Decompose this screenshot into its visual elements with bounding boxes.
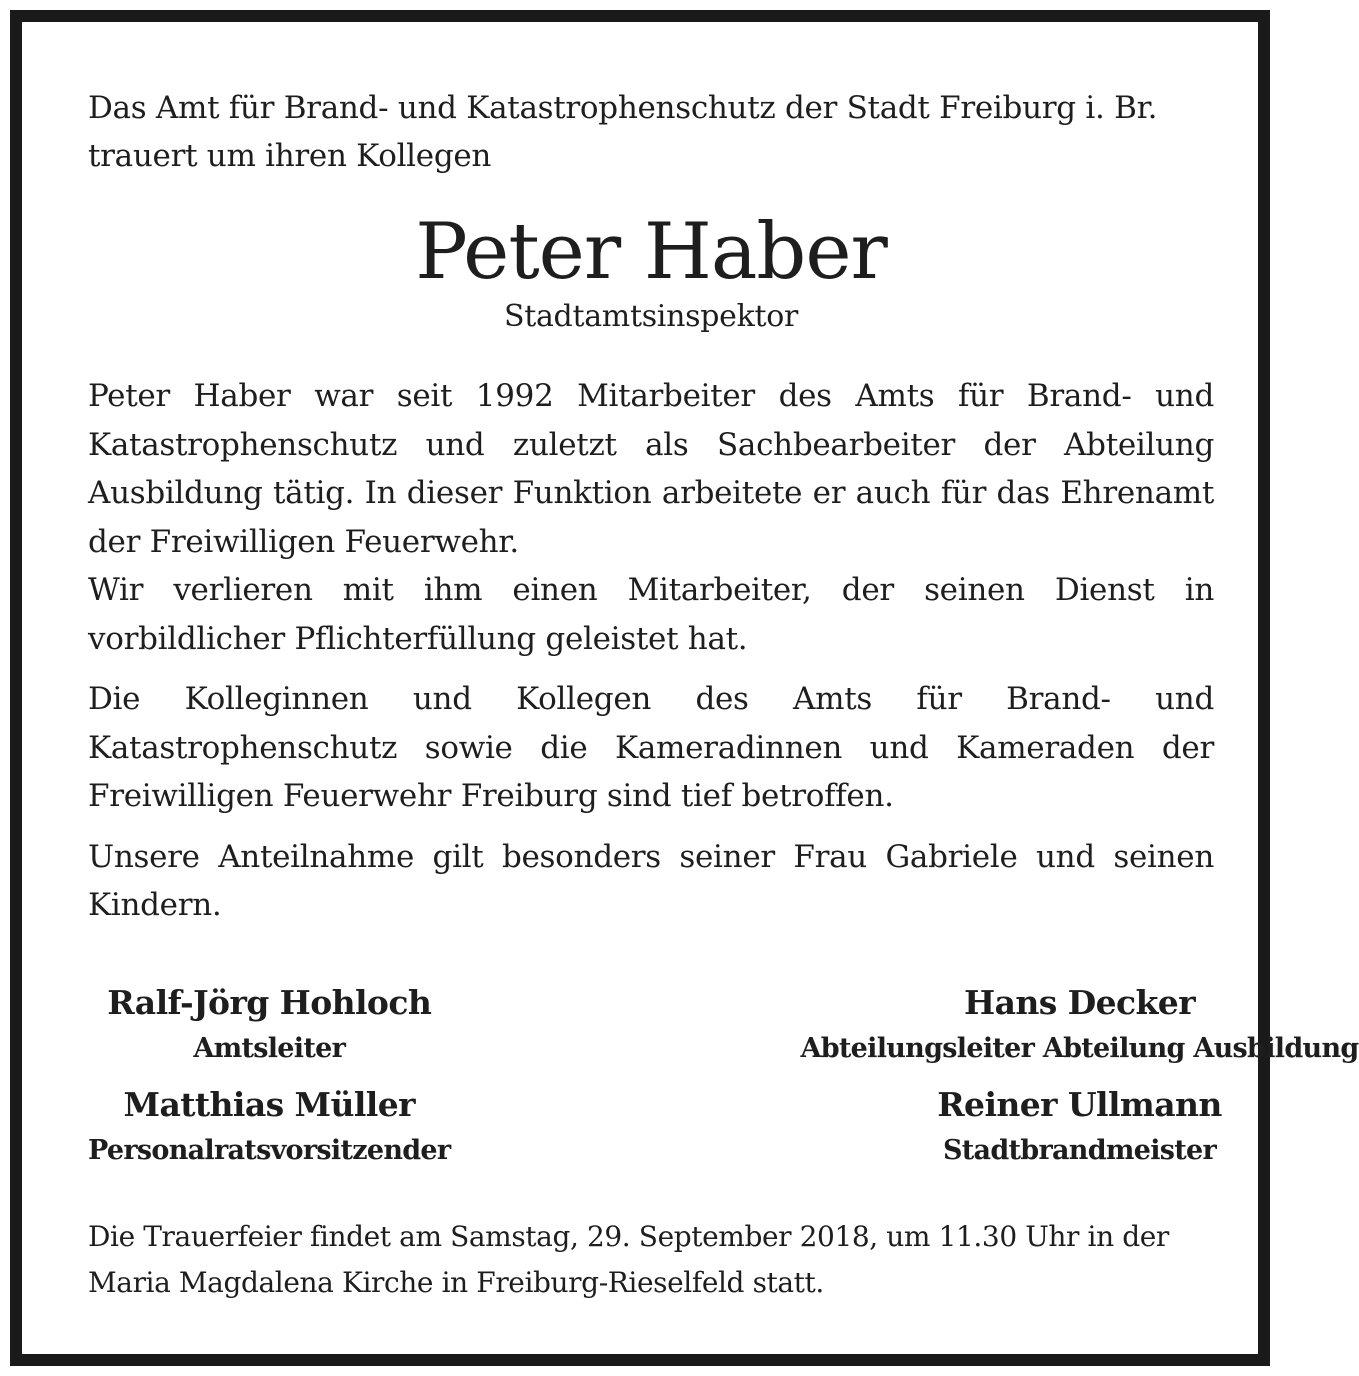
body-paragraph-1: Peter Haber war seit 1992 Mitarbeiter des Amts für Brand- und Katastrophenschutz und zuletzt als Sachbearbeiter der Abteilung Ausbildung tätig. In dieser Funktion arbeitete er auch für das Ehrenamt der Freiwilligen Feuerwehr. xyxy=(88,378,1214,560)
signatory-name: Matthias Müller xyxy=(123,1084,415,1124)
intro-text xyxy=(88,84,1214,180)
signatory xyxy=(88,980,710,1072)
funeral-line-2: Maria Magdalena Kirche in Freiburg-Rieselfeld statt. xyxy=(88,1265,824,1299)
signatory-name: Ralf-Jörg Hohloch xyxy=(107,982,432,1022)
signatory-title: Abteilungsleiter Abteilung Ausbildung xyxy=(800,1032,1359,1064)
signatory-title: Amtsleiter xyxy=(193,1032,346,1064)
signatory-name: Hans Decker xyxy=(964,982,1195,1022)
obituary-notice xyxy=(10,10,1359,1366)
signatory-name: Reiner Ullmann xyxy=(937,1084,1222,1124)
body-paragraph-4: Unsere Anteilnahme gilt besonders seiner Frau Gabriele und seinen Kindern. xyxy=(88,838,1214,923)
intro-line-2: trauert um ihren Kollegen xyxy=(88,138,492,174)
signatory xyxy=(710,980,1358,1072)
signatory-title: Personalratsvorsitzender xyxy=(88,1134,451,1166)
notice-content xyxy=(88,84,1359,1306)
deceased-name: Peter Haber xyxy=(415,207,887,297)
body-paragraph-3: Die Kolleginnen und Kollegen des Amts für Brand- und Katastrophenschutz sowie die Kameradinnen und Kameraden der Freiwilligen Feuerwehr Freiburg sind tief betroffen. xyxy=(88,681,1214,814)
intro-line-1: Das Amt für Brand- und Katastrophenschutz der Stadt Freiburg i. Br. xyxy=(88,90,1158,126)
body-paragraph-2: Wir verlieren mit ihm einen Mitarbeiter, der seinen Dienst in vorbildlicher Pflichterfüllung geleistet hat. xyxy=(88,572,1214,657)
signatory xyxy=(710,1082,1358,1174)
deceased-title: Stadtamtsinspektor xyxy=(503,299,799,334)
funeral-info xyxy=(88,1214,1214,1306)
signatory-title: Stadtbrandmeister xyxy=(942,1134,1217,1166)
signatories xyxy=(88,980,1359,1174)
funeral-line-1: Die Trauerfeier findet am Samstag, 29. September 2018, um 11.30 Uhr in der xyxy=(88,1219,1169,1253)
signatory xyxy=(88,1082,710,1174)
